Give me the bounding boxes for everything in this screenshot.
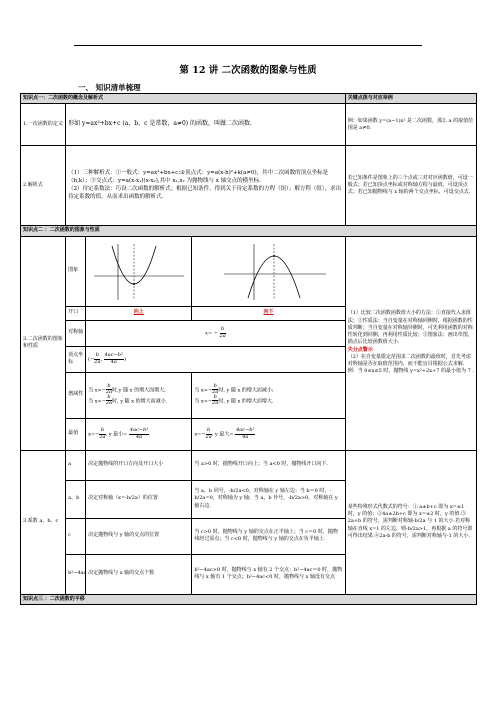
mono-up-2: 时, y 随 x 的增大而减小. (112, 398, 168, 405)
image-label: 图象 (66, 236, 86, 306)
mono-up: 当 x>− $\frac{b}{2a}$ 时,y 随 x 的增大而增大; 当 x<− $\frac{b}{2a}$ 时, y 随 x 的增大而减小. (86, 372, 192, 418)
graph-row (21, 236, 477, 306)
kp1-header: 知识点一：二次函数的概念及解析式 (21, 94, 346, 104)
mono-down: 当 x>− $\frac{b}{2a}$ 时, y 随 x 的增大而减小; 当 x<− $\frac{b}{2a}$ 时, y 随 x 的增大而增大. (192, 372, 345, 418)
formula-note: 若已知条件是图象上的三个点或三对对应函数值，可设一般式；若已知顶点坐标或对称轴方程与最值，可设顶点式；若已知抛物线与 x 轴的两个交点坐标，可设交点式. (345, 146, 476, 226)
property-note-1: （1）比较二次函数函数值大小的方法：①直接代入求值法；②性质法：当自变量在对称轴同侧时，根据函数的性质判断；当自变量在对称轴异侧时，可先利用函数的对称性转化到同侧，再利用性质比较；③图象法：画出草图，描点后比较函数值大小. (347, 310, 473, 346)
max-text: y 最大= (214, 431, 234, 438)
frac-num: 4ac−b² (236, 427, 255, 434)
mono-up-1: 时,y 随 x 的增大而增大; (112, 386, 166, 393)
property-note-3: 例：当 0≤x≤5 时，抛物线 y=x²+2x+7 的最小值为 7 . (347, 368, 474, 375)
mono-down-2: 时, y 随 x 的增大而增大. (218, 398, 274, 405)
graph-down-cell (192, 236, 345, 306)
vertex-frac-2 (104, 353, 124, 365)
coef-label: 3.系数 a、b、c (21, 450, 66, 594)
frac-den: 4a (135, 433, 143, 440)
page-title: 第 12 讲 二次函数的图象与性质 (179, 65, 317, 76)
frac-den: 4a (110, 358, 117, 365)
frac-den: 2a (219, 332, 226, 339)
axis-equation: x= − (205, 330, 218, 337)
formula-row (21, 146, 477, 226)
frac-num: b (213, 394, 217, 400)
kp1-header-row (21, 94, 477, 104)
kp2-header-row (21, 226, 477, 236)
knowledge-table (20, 93, 477, 605)
axis-formula (86, 320, 346, 346)
axis-label: 对称轴 (66, 320, 86, 346)
frac-num: b (107, 394, 111, 400)
coef-key: c (66, 518, 86, 554)
open-down (192, 306, 345, 320)
frac-den: 2a (212, 388, 219, 395)
parabola-down-graph (194, 240, 334, 302)
open-up (86, 306, 192, 320)
frac-den: 2a (205, 433, 212, 440)
coef-info: 当 a，b 同号，-b/2a<0，对称轴在 y 轴左边；当 b＝0 时，-b/2a=0，对称轴为 y 轴；当 a，b 异号，-b/2a>0，对称轴在 y 轴右边. (192, 480, 345, 518)
open-label: 开口 (66, 306, 86, 320)
frac-den: 2a (105, 388, 113, 395)
def-row (21, 104, 477, 146)
vertex-point (133, 283, 135, 285)
property-note (345, 236, 476, 450)
formula-label: 2.解析式 (21, 146, 66, 226)
kp1-header-right: 关键点拨与对应举例 (345, 94, 476, 104)
frac-num: b (100, 427, 105, 434)
open-down-value: 向下 (263, 309, 274, 316)
frac-num: b (221, 326, 225, 333)
max-label: 最值 (66, 418, 86, 450)
frac-num: b (95, 352, 99, 359)
min-value: x=− $\frac{b}{2a}$ , y 最小= $\frac{\text{4ac−b²}}{4a}$ (86, 418, 192, 450)
open-up-value: 向上 (133, 309, 144, 316)
vertex-point (273, 255, 275, 257)
property-note-2: （2）在自变量限定范围求二次函数的最值时，首先考虑对称轴是否在取值范围内，而不能盲目根据公式求解. (347, 353, 471, 368)
kp4-header: 知识点三 ：二次函数的平移 (21, 594, 477, 604)
coef-info: b²−4ac>0 时，抛物线与 x 轴有 2 个交点；b²−4ac＝0 时，抛物线与 x 轴有 1 个交点；b²−4ac<0 时，抛物线与 x 轴没有交点 (192, 554, 345, 594)
frac-den: 2a (99, 433, 106, 440)
property-label: 3.二次函数的图象和性质 (21, 236, 66, 450)
coef-note: 某些特殊形式代数式的符号：① a±b+c 即为 x=±1 时，y 的值；②4a±2b+c 即为 x=±2 时，y 的值.③ 2a+b 的符号，需判断对称轴-b/2a 与 1 的大小.若对称轴在直线 x=1 的左边，则-b/2a>1，再根据 a 的符号即可得出结果.④2a-b 的符号，需判断对称轴与-1 的大小. (345, 450, 476, 594)
frac-den: 2a (212, 400, 219, 407)
frac-den: 2a (105, 400, 113, 407)
def-label: 1.一次函数的定义 (21, 104, 66, 146)
graph-up-cell (86, 236, 192, 306)
def-text: 形如 y=ax²+bx+c (a，b，c 是常数，a≠0) 的函数，叫做二次函数. (66, 104, 346, 146)
formula-text-1: （1）三种解析式：①一般式：y=ax²+bx+c;②顶点式：y=a(x-h)²+k(a≠0)，其中二次函数的顶点坐标是（h,k）；③交点式：y=a(x-x₁)(x-x₂),其中 x₁,x₂ 为抛物线与 x 轴交点的横坐标. (68, 169, 329, 184)
coef-row-a (21, 450, 477, 480)
min-text: y 最小= (108, 431, 128, 438)
coef-info: 当 a>0 时，抛物线开口向上；当 a<0 时，抛物线开口向下. (192, 450, 345, 480)
coef-desc: 决定抛物线与 x 轴的交点个数 (86, 554, 192, 594)
mono-down-1: 时, y 随 x 的增大而减小; (218, 386, 274, 393)
max-value: x=− $\frac{b}{2a}$ , y 最大= $\frac{\text{4ac−b²}}{4a}$ (192, 418, 345, 450)
frac-num: b (213, 382, 217, 389)
formula-cell (66, 146, 346, 226)
parabola-up-graph (88, 240, 188, 302)
coef-desc: 决定抛物线与 y 轴的交点的位置 (86, 518, 192, 554)
coef-desc: 决定抛物线的开口方向及开口大小 (86, 450, 192, 480)
vertex-label: 顶点坐标 (66, 346, 86, 372)
formula-text-2: （2）待定系数法：巧设二次函数的解析式；根据已知条件，得到关于待定系数的方程（组）；解方程（组），求出待定系数的值，从而求出函数的解析式. (68, 185, 342, 200)
frac-num: b (107, 382, 111, 389)
section-heading: 一、 知识清单梳理 (78, 83, 141, 92)
axis-fraction (220, 327, 226, 339)
kp4-header-row (21, 594, 477, 604)
vertex-frac-1 (94, 353, 100, 365)
warning-heading: 失分点警示 (347, 346, 373, 353)
coef-key: a、b (66, 480, 86, 518)
coef-key: a (66, 450, 86, 480)
def-note: 例：如果函数 y=(a−1)x² 是二次函数，那么 a 的取值范围是 a≠0. (345, 104, 476, 146)
frac-num: 4ac−b² (129, 427, 149, 434)
coef-desc: 决定对称轴（x=-b/2a）的位置 (86, 480, 192, 518)
mono-label: 增减性 (66, 372, 86, 418)
coef-key: b²−4ac (66, 554, 86, 594)
coef-info: 当 c>0 时，抛物线与 y 轴的交点在正半轴上；当 c＝0 时，抛物线经过原点；当 c<0 时，抛物线与 y 轴的交点在负半轴上. (192, 518, 345, 554)
frac-num: 4ac−b² (104, 352, 123, 359)
vertex-formula: (− $\frac{b}{2a}$ , $\frac{\text{4ac−b²}}{4a}$ ) (86, 346, 346, 372)
frac-num: b (207, 427, 211, 434)
kp2-header: 知识点二 ：二次函数的图象与性质 (21, 226, 477, 236)
header-rule (74, 45, 422, 46)
frac-den: 2a (94, 358, 101, 365)
frac-den: 4a (242, 433, 249, 440)
